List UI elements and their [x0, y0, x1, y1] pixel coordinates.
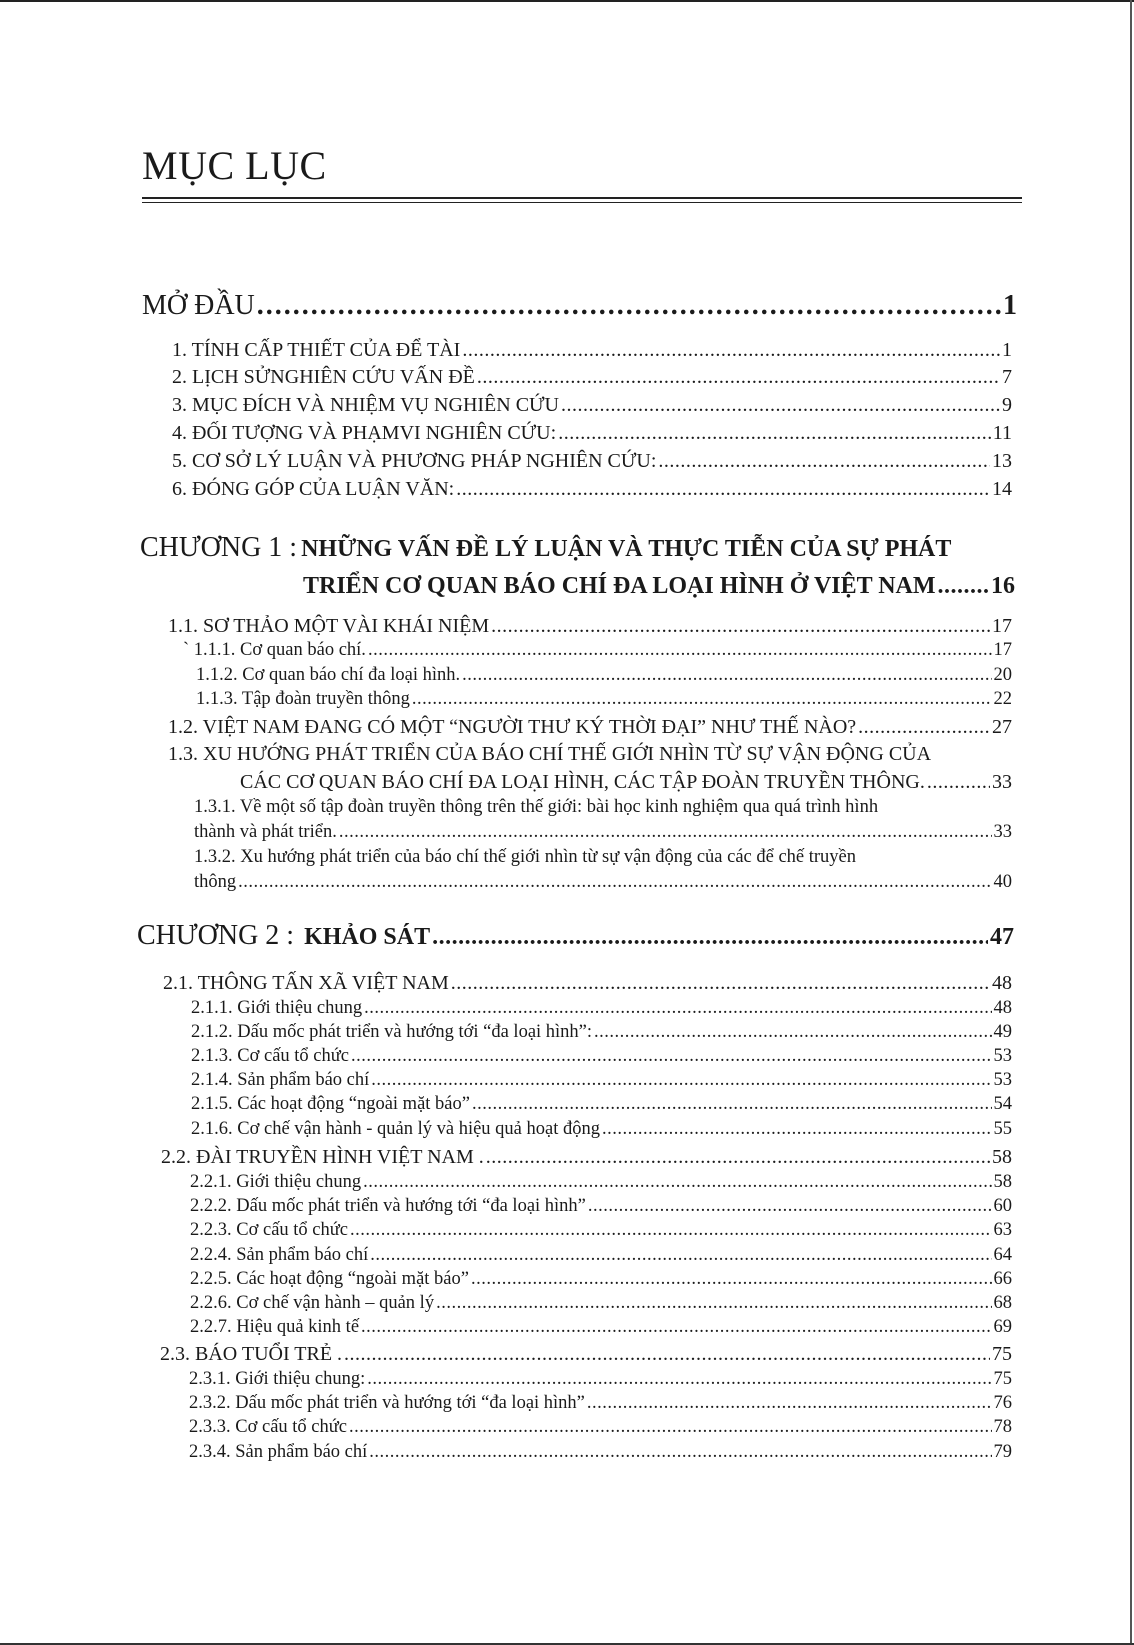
entry-label: 2.1.1. Giới thiệu chung [191, 998, 363, 1018]
entry-page: 55 [993, 1119, 1012, 1139]
dot-leader [363, 1173, 991, 1192]
entry-label: thông [194, 872, 237, 892]
chapter-title: KHẢO SÁT [304, 924, 431, 950]
dot-leader [432, 925, 988, 949]
entry-page: 68 [993, 1293, 1012, 1313]
dot-leader [349, 1418, 991, 1437]
toc-entry-wrapped-line1[interactable]: 1.3.1. Về một số tập đoàn truyền thông trên thế giới: bài học kinh nghiệm qua quá trình hình [194, 797, 879, 817]
entry-page: 22 [993, 689, 1012, 709]
entry-page: 33 [992, 771, 1012, 793]
entry-label: 2.2.2. Dấu mốc phát triển và hướng tới “đa loại hình” [190, 1196, 586, 1216]
entry-page: 63 [993, 1220, 1012, 1240]
dot-leader [927, 772, 990, 792]
dot-leader [371, 1071, 991, 1090]
dot-leader [938, 574, 989, 598]
entry-label: 2.3.4. Sản phẩm báo chí [189, 1442, 368, 1462]
dot-leader [364, 999, 991, 1018]
entry-label: 2.3.3. Cơ cấu tổ chức [189, 1417, 348, 1437]
chapter-2-heading[interactable] [137, 922, 1014, 950]
toc-entry[interactable] [190, 1270, 1012, 1289]
entry-page: 48 [993, 998, 1012, 1018]
scan-edge-right [1130, 0, 1132, 1645]
entry-label: 2.1.3. Cơ cấu tổ chức [191, 1046, 350, 1066]
toc-entry[interactable] [168, 616, 1012, 636]
toc-entry[interactable] [190, 1221, 1012, 1240]
dot-leader [594, 1023, 991, 1042]
entry-label: 2.1. THÔNG TẤN XÃ VIỆT NAM [163, 972, 449, 994]
entry-label: 4. ĐỐI TƯỢNG VÀ PHẠMVI NGHIÊN CỨU: [172, 422, 557, 444]
toc-entry-wrapped-line1[interactable]: 1.3. XU HƯỚNG PHÁT TRIỂN CỦA BÁO CHÍ THẾ GIỚI NHÌN TỪ SỰ VẬN ĐỘNG CỦA [168, 743, 932, 765]
entry-page: 7 [1002, 366, 1012, 388]
entry-page: 79 [993, 1442, 1012, 1462]
chapter-1-heading-line2[interactable] [303, 574, 1015, 598]
entry-page: 17 [993, 640, 1012, 660]
dot-leader [486, 1147, 990, 1167]
entry-label: 6. ĐÓNG GÓP CỦA LUẬN VĂN: [172, 478, 455, 500]
chapter-1-heading[interactable] [140, 534, 951, 562]
entry-page: 76 [993, 1393, 1012, 1413]
dot-leader [558, 423, 991, 443]
dot-leader [451, 973, 990, 993]
entry-page: 47 [990, 924, 1014, 950]
entry-page: 49 [993, 1022, 1012, 1042]
entry-label: 1.1.2. Cơ quan báo chí đa loại hình. [196, 665, 461, 685]
entry-label: 2.3. BÁO TUỔI TRẺ . [160, 1343, 343, 1365]
entry-page: 17 [992, 615, 1012, 637]
scan-edge-top [0, 0, 1134, 2]
entry-label: MỞ ĐẦU [142, 290, 255, 321]
toc-entry[interactable] [190, 1294, 1012, 1313]
entry-page: 66 [993, 1269, 1012, 1289]
entry-page: 58 [992, 1146, 1012, 1168]
entry-page: 75 [992, 1343, 1012, 1365]
dot-leader [472, 1095, 992, 1114]
entry-label: 2.2.7. Hiệu quả kinh tế [190, 1317, 360, 1337]
entry-label: 3. MỤC ĐÍCH VÀ NHIỆM VỤ NGHIÊN CỨU [172, 394, 560, 416]
toc-entry[interactable] [189, 1443, 1012, 1462]
toc-entry[interactable] [183, 641, 1012, 660]
entry-label: ` 1.1.1. Cơ quan báo chí. [183, 640, 366, 660]
toc-entry[interactable] [172, 423, 1012, 443]
entry-page: 33 [993, 822, 1012, 842]
dot-leader [858, 717, 990, 737]
dot-leader [238, 873, 991, 892]
dot-leader [658, 451, 990, 471]
title-rule-thin [142, 202, 1022, 203]
entry-page: 58 [993, 1172, 1012, 1192]
toc-entry[interactable] [196, 666, 1012, 685]
entry-page: 75 [993, 1369, 1012, 1389]
dot-leader [602, 1120, 992, 1139]
chapter-title-continued: TRIỂN CƠ QUAN BÁO CHÍ ĐA LOẠI HÌNH Ở VIỆT NAM [303, 573, 936, 599]
dot-leader [587, 1394, 992, 1413]
entry-label: 5. CƠ SỞ LÝ LUẬN VÀ PHƯƠNG PHÁP NGHIÊN CỨU: [172, 450, 657, 472]
chapter-prefix: CHƯƠNG 2 : [137, 920, 295, 951]
toc-entry[interactable] [190, 1173, 1012, 1192]
toc-entry[interactable] [172, 340, 1012, 360]
toc-entry[interactable] [190, 1318, 1012, 1337]
dot-leader [477, 367, 1000, 387]
entry-label: 2.3.1. Giới thiệu chung: [189, 1369, 366, 1389]
dot-leader [361, 1318, 991, 1337]
page-title: MỤC LỤC [142, 143, 327, 188]
entry-page: 78 [993, 1417, 1012, 1437]
dot-leader [339, 823, 992, 842]
entry-label: 1.2. VIỆT NAM ĐANG CÓ MỘT “NGƯỜI THƯ KÝ THỜI ĐẠI” NHƯ THẾ NÀO? [168, 716, 857, 738]
dot-leader [344, 1344, 990, 1364]
toc-entry[interactable] [196, 690, 1012, 709]
entry-page: 1 [1002, 339, 1012, 361]
entry-label: 1.1.3. Tập đoàn truyền thông [196, 689, 410, 709]
chapter-title: NHỮNG VẤN ĐỀ LÝ LUẬN VÀ THỰC TIỄN CỦA SỰ PHÁT [301, 536, 952, 562]
dot-leader [588, 1197, 992, 1216]
toc-entry[interactable] [189, 1394, 1012, 1413]
entry-label: 2.1.6. Cơ chế vận hành - quản lý và hiệu quả hoạt động [191, 1119, 600, 1139]
entry-label: 1.1. SƠ THẢO MỘT VÀI KHÁI NIỆM [168, 615, 490, 637]
dot-leader [561, 395, 1000, 415]
entry-page: 64 [993, 1245, 1012, 1265]
entry-page: 60 [993, 1196, 1012, 1216]
toc-entry[interactable] [172, 479, 1012, 499]
entry-page: 54 [993, 1094, 1012, 1114]
entry-page: 69 [993, 1317, 1012, 1337]
dot-leader [491, 616, 990, 636]
entry-page: 1 [1003, 290, 1017, 321]
entry-page: 14 [992, 478, 1012, 500]
toc-entry[interactable] [161, 1147, 1012, 1167]
dot-leader [436, 1294, 991, 1313]
entry-label: 1. TÍNH CẤP THIẾT CỦA ĐỂ TÀI [172, 339, 461, 361]
entry-label: 2.2.6. Cơ chế vận hành – quản lý [190, 1293, 435, 1313]
toc-entry-intro[interactable] [142, 292, 1017, 320]
entry-page: 13 [992, 450, 1012, 472]
entry-page: 40 [993, 872, 1012, 892]
entry-label: 2.2.5. Các hoạt động “ngoài mặt báo” [190, 1269, 469, 1289]
entry-label: 2.3.2. Dấu mốc phát triển và hướng tới “đa loại hình” [189, 1393, 585, 1413]
toc-entry[interactable] [191, 1071, 1012, 1090]
entry-label: 2.2.4. Sản phẩm báo chí [190, 1245, 369, 1265]
toc-entry[interactable] [172, 367, 1012, 387]
dot-leader [351, 1047, 991, 1066]
dot-leader [462, 666, 991, 685]
entry-label: 2.1.4. Sản phẩm báo chí [191, 1070, 370, 1090]
entry-page: 53 [993, 1070, 1012, 1090]
entry-page: 9 [1002, 394, 1012, 416]
toc-entry[interactable] [191, 1120, 1012, 1139]
entry-label: thành và phát triển. [194, 822, 337, 842]
entry-page: 16 [991, 573, 1015, 599]
entry-page: 20 [993, 665, 1012, 685]
toc-entry[interactable] [190, 1246, 1012, 1265]
entry-label: 2.2. ĐÀI TRUYỀN HÌNH VIỆT NAM . [161, 1146, 484, 1168]
entry-label: 2.2.1. Giới thiệu chung [190, 1172, 362, 1192]
dot-leader [412, 690, 992, 709]
entry-label: 2.1.2. Dấu mốc phát triển và hướng tới “đa loại hình”: [191, 1022, 593, 1042]
chapter-prefix: CHƯƠNG 1 : [140, 532, 298, 563]
dot-leader [462, 340, 1000, 360]
toc-entry-wrapped-line1[interactable]: 1.3.2. Xu hướng phát triển của báo chí thế giới nhìn từ sự vận động của các để chế truyền [194, 847, 857, 867]
toc-entry[interactable] [194, 823, 1012, 842]
dot-leader [471, 1270, 992, 1289]
entry-page: 53 [993, 1046, 1012, 1066]
toc-entry[interactable] [191, 999, 1012, 1018]
title-rule [142, 197, 1022, 199]
toc-entry[interactable] [189, 1370, 1012, 1389]
toc-entry[interactable] [172, 395, 1012, 415]
entry-label: 2.2.3. Cơ cấu tổ chức [190, 1220, 349, 1240]
dot-leader [257, 292, 1001, 320]
toc-entry[interactable] [190, 1197, 1012, 1216]
entry-label: 2.1.5. Các hoạt động “ngoài mặt báo” [191, 1094, 470, 1114]
dot-leader [369, 1443, 991, 1462]
entry-label: CÁC CƠ QUAN BÁO CHÍ ĐA LOẠI HÌNH, CÁC TẬP ĐOÀN TRUYỀN THÔNG. [240, 771, 925, 793]
toc-entry[interactable] [191, 1023, 1012, 1042]
toc-entry[interactable] [191, 1047, 1012, 1066]
entry-page: 48 [992, 972, 1012, 994]
dot-leader [456, 479, 990, 499]
toc-entry[interactable] [168, 717, 1012, 737]
dot-leader [350, 1221, 991, 1240]
toc-entry[interactable] [240, 772, 1012, 792]
toc-entry[interactable] [163, 973, 1012, 993]
toc-entry[interactable] [189, 1418, 1012, 1437]
toc-entry[interactable] [194, 873, 1012, 892]
toc-entry[interactable] [172, 451, 1012, 471]
entry-label: 2. LỊCH SỬNGHIÊN CỨU VẤN ĐỀ [172, 366, 475, 388]
entry-page: 11 [992, 422, 1012, 444]
toc-entry[interactable] [191, 1095, 1012, 1114]
entry-page: 27 [992, 716, 1012, 738]
dot-leader [368, 641, 992, 660]
dot-leader [370, 1246, 991, 1265]
dot-leader [367, 1370, 991, 1389]
toc-entry[interactable] [160, 1344, 1012, 1364]
